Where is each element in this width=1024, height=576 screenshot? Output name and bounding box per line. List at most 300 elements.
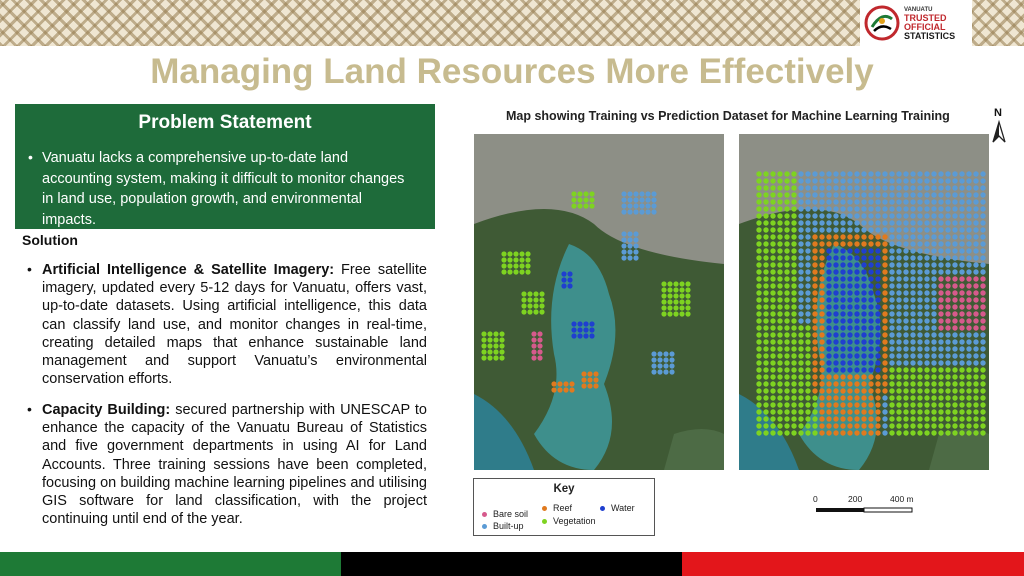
map-sample-dot	[669, 351, 674, 356]
map-sample-dot	[639, 203, 644, 208]
map-prediction-dot	[847, 311, 852, 316]
map-prediction-dot	[938, 241, 943, 246]
map-prediction-dot	[798, 346, 803, 351]
map-prediction-dot	[791, 290, 796, 295]
map-prediction-dot	[798, 360, 803, 365]
map-prediction-dot	[784, 297, 789, 302]
map-prediction-dot	[826, 199, 831, 204]
map-prediction-dot	[882, 262, 887, 267]
map-prediction-dot	[917, 430, 922, 435]
map-prediction-dot	[840, 360, 845, 365]
map-prediction-dot	[840, 283, 845, 288]
map-prediction-dot	[868, 353, 873, 358]
map-sample-dot	[533, 291, 538, 296]
map-prediction-dot	[763, 395, 768, 400]
map-prediction-dot	[973, 276, 978, 281]
map-prediction-dot	[861, 374, 866, 379]
map-sample-dot	[487, 355, 492, 360]
map-prediction-dot	[952, 430, 957, 435]
map-prediction-dot	[812, 374, 817, 379]
map-sample-dot	[657, 363, 662, 368]
map-prediction-dot	[938, 353, 943, 358]
map-prediction-dot	[868, 220, 873, 225]
map-sample-dot	[513, 251, 518, 256]
map-prediction-dot	[868, 276, 873, 281]
map-prediction-dot	[833, 199, 838, 204]
key-item-bare-soil	[482, 509, 528, 519]
map-prediction-dot	[868, 192, 873, 197]
map-prediction-dot	[973, 346, 978, 351]
map-prediction-dot	[980, 430, 985, 435]
map-prediction-dot	[973, 332, 978, 337]
map-prediction-dot	[896, 388, 901, 393]
map-prediction-dot	[756, 395, 761, 400]
map-sample-dot	[587, 383, 592, 388]
map-prediction-dot	[910, 241, 915, 246]
map-prediction-dot	[980, 248, 985, 253]
map-prediction-dot	[812, 381, 817, 386]
map-prediction-dot	[910, 276, 915, 281]
map-prediction-dot	[868, 409, 873, 414]
map-prediction-dot	[798, 339, 803, 344]
map-prediction-dot	[791, 409, 796, 414]
map-prediction-dot	[938, 360, 943, 365]
map-prediction-dot	[882, 171, 887, 176]
map-prediction-dot	[966, 339, 971, 344]
map-prediction-dot	[798, 206, 803, 211]
map-prediction-dot	[910, 304, 915, 309]
map-prediction-dot	[945, 353, 950, 358]
map-prediction-dot	[917, 374, 922, 379]
map-prediction-dot	[973, 255, 978, 260]
map-prediction-dot	[896, 199, 901, 204]
bottom-band-green	[0, 552, 341, 576]
map-prediction-dot	[882, 409, 887, 414]
map-prediction-dot	[973, 192, 978, 197]
map-prediction-dot	[812, 255, 817, 260]
map-prediction-dot	[854, 220, 859, 225]
map-prediction-dot	[763, 311, 768, 316]
map-prediction-dot	[903, 311, 908, 316]
map-prediction-dot	[903, 199, 908, 204]
map-prediction-dot	[791, 220, 796, 225]
map-prediction-dot	[980, 346, 985, 351]
map-prediction-dot	[966, 318, 971, 323]
map-prediction-dot	[812, 332, 817, 337]
map-prediction-dot	[882, 395, 887, 400]
map-prediction-dot	[805, 353, 810, 358]
map-prediction-dot	[763, 381, 768, 386]
map-prediction-dot	[819, 220, 824, 225]
map-prediction-dot	[882, 220, 887, 225]
map-prediction-dot	[945, 192, 950, 197]
map-prediction-dot	[763, 423, 768, 428]
map-prediction-dot	[805, 255, 810, 260]
map-prediction-dot	[931, 346, 936, 351]
map-prediction-dot	[854, 241, 859, 246]
map-prediction-dot	[924, 430, 929, 435]
map-prediction-dot	[847, 430, 852, 435]
map-prediction-dot	[931, 381, 936, 386]
map-sample-dot	[581, 371, 586, 376]
map-prediction-dot	[910, 178, 915, 183]
map-prediction-dot	[861, 430, 866, 435]
map-sample-dot	[521, 297, 526, 302]
map-prediction-dot	[777, 262, 782, 267]
map-prediction-dot	[777, 346, 782, 351]
map-prediction-dot	[896, 409, 901, 414]
map-prediction-dot	[756, 430, 761, 435]
map-prediction-dot	[889, 192, 894, 197]
map-prediction-dot	[861, 213, 866, 218]
map-sample-dot	[679, 311, 684, 316]
map-prediction-dot	[966, 304, 971, 309]
map-sample-dot	[657, 351, 662, 356]
map-prediction-dot	[840, 395, 845, 400]
map-prediction-dot	[973, 388, 978, 393]
map-prediction-dot	[861, 402, 866, 407]
map-prediction-dot	[805, 409, 810, 414]
map-prediction-dot	[791, 241, 796, 246]
map-prediction-dot	[952, 367, 957, 372]
map-prediction-dot	[938, 290, 943, 295]
map-prediction-dot	[889, 241, 894, 246]
map-prediction-dot	[777, 409, 782, 414]
map-prediction-dot	[819, 423, 824, 428]
map-prediction-dot	[763, 234, 768, 239]
map-prediction-dot	[959, 346, 964, 351]
map-prediction-dot	[959, 269, 964, 274]
map-sample-dot	[633, 249, 638, 254]
map-prediction-dot	[889, 213, 894, 218]
map-prediction-dot	[889, 367, 894, 372]
map-prediction-dot	[917, 311, 922, 316]
map-prediction-dot	[784, 325, 789, 330]
map-sample-dot	[531, 349, 536, 354]
map-prediction-dot	[826, 234, 831, 239]
map-sample-dot	[679, 305, 684, 310]
map-prediction-dot	[931, 234, 936, 239]
map-prediction-dot	[938, 311, 943, 316]
map-sample-dot	[527, 303, 532, 308]
map-prediction-dot	[791, 199, 796, 204]
map-prediction-dot	[917, 290, 922, 295]
map-sample-dot	[639, 197, 644, 202]
map-sample-dot	[487, 343, 492, 348]
key-item-label: Reef	[553, 503, 573, 513]
map-prediction-dot	[938, 381, 943, 386]
map-prediction-dot	[917, 416, 922, 421]
map-sample-dot	[487, 331, 492, 336]
map-prediction-dot	[798, 416, 803, 421]
map-prediction-dot	[798, 269, 803, 274]
map-prediction-dot	[931, 311, 936, 316]
map-prediction-dot	[770, 178, 775, 183]
map-sample-dot	[621, 191, 626, 196]
map-prediction-dot	[882, 374, 887, 379]
map-prediction-dot	[931, 269, 936, 274]
map-prediction-dot	[826, 360, 831, 365]
map-prediction-dot	[784, 185, 789, 190]
map-prediction-dot	[770, 311, 775, 316]
map-prediction-dot	[966, 311, 971, 316]
map-prediction-dot	[917, 402, 922, 407]
map-prediction-dot	[784, 199, 789, 204]
map-prediction-dot	[973, 269, 978, 274]
map-prediction-dot	[875, 304, 880, 309]
map-prediction-dot	[882, 332, 887, 337]
key-title: Key	[553, 483, 575, 495]
map-prediction-dot	[924, 290, 929, 295]
map-prediction-dot	[840, 227, 845, 232]
map-prediction-dot	[798, 332, 803, 337]
map-prediction-dot	[812, 234, 817, 239]
map-prediction-dot	[882, 283, 887, 288]
map-prediction-dot	[924, 325, 929, 330]
map-prediction-dot	[882, 311, 887, 316]
map-prediction-dot	[966, 241, 971, 246]
map-sample-dot	[673, 299, 678, 304]
map-prediction-dot	[980, 269, 985, 274]
map-prediction-dot	[798, 388, 803, 393]
map-prediction-dot	[959, 395, 964, 400]
map-prediction-dot	[805, 381, 810, 386]
map-sample-dot	[577, 203, 582, 208]
map-prediction-dot	[840, 234, 845, 239]
map-prediction-dot	[980, 416, 985, 421]
map-prediction-dot	[924, 255, 929, 260]
map-prediction-dot	[833, 346, 838, 351]
map-prediction-dot	[805, 248, 810, 253]
map-sample-dot	[481, 343, 486, 348]
map-prediction-dot	[833, 206, 838, 211]
map-prediction-dot	[945, 346, 950, 351]
map-prediction-dot	[798, 185, 803, 190]
map-prediction-dot	[966, 255, 971, 260]
map-prediction-dot	[819, 409, 824, 414]
map-prediction-dot	[945, 297, 950, 302]
map-sample-dot	[621, 243, 626, 248]
map-prediction-dot	[756, 185, 761, 190]
key-item-label: Water	[611, 503, 635, 513]
map-prediction-dot	[868, 206, 873, 211]
map-prediction-dot	[917, 346, 922, 351]
map-prediction-dot	[896, 206, 901, 211]
map-prediction-dot	[854, 402, 859, 407]
map-prediction-dot	[910, 262, 915, 267]
map-prediction-dot	[770, 374, 775, 379]
map-sample-dot	[501, 257, 506, 262]
map-prediction-dot	[980, 304, 985, 309]
map-prediction-dot	[784, 234, 789, 239]
map-prediction-dot	[966, 185, 971, 190]
map-prediction-dot	[952, 388, 957, 393]
map-prediction-dot	[812, 213, 817, 218]
map-prediction-dot	[784, 430, 789, 435]
map-prediction-dot	[840, 318, 845, 323]
map-prediction-dot	[938, 430, 943, 435]
map-prediction-dot	[896, 220, 901, 225]
map-sample-dot	[481, 355, 486, 360]
map-prediction-dot	[966, 360, 971, 365]
map-prediction-dot	[826, 409, 831, 414]
map-prediction-dot	[861, 255, 866, 260]
map-prediction-dot	[819, 213, 824, 218]
map-prediction-dot	[763, 213, 768, 218]
map-prediction-dot	[784, 346, 789, 351]
map-prediction-dot	[924, 276, 929, 281]
map-prediction-dot	[763, 297, 768, 302]
key-item-label: Built-up	[493, 521, 524, 531]
map-prediction-dot	[882, 185, 887, 190]
map-prediction-dot	[945, 395, 950, 400]
map-prediction-dot	[777, 185, 782, 190]
map-prediction-dot	[931, 206, 936, 211]
map-prediction-dot	[770, 346, 775, 351]
map-prediction-dot	[889, 402, 894, 407]
map-sample-dot	[525, 263, 530, 268]
map-prediction-dot	[910, 332, 915, 337]
map-prediction-dot	[812, 171, 817, 176]
map-prediction-dot	[756, 213, 761, 218]
map-prediction-dot	[791, 255, 796, 260]
map-sample-dot	[667, 293, 672, 298]
map-prediction-dot	[973, 178, 978, 183]
map-prediction-dot	[805, 430, 810, 435]
map-prediction-dot	[840, 269, 845, 274]
map-prediction-dot	[952, 297, 957, 302]
map-prediction-dot	[791, 297, 796, 302]
map-prediction-dot	[875, 213, 880, 218]
map-prediction-dot	[980, 227, 985, 232]
map-prediction-dot	[819, 311, 824, 316]
map-prediction-dot	[952, 381, 957, 386]
map-prediction-dot	[805, 171, 810, 176]
map-prediction-dot	[847, 339, 852, 344]
map-prediction-dot	[798, 374, 803, 379]
map-prediction-dot	[847, 283, 852, 288]
map-prediction-dot	[840, 402, 845, 407]
map-prediction-dot	[854, 374, 859, 379]
map-prediction-dot	[784, 241, 789, 246]
map-prediction-dot	[833, 290, 838, 295]
map-prediction-dot	[854, 248, 859, 253]
map-prediction-dot	[868, 269, 873, 274]
map-prediction-dot	[924, 178, 929, 183]
map-prediction-dot	[833, 304, 838, 309]
map-prediction-dot	[875, 395, 880, 400]
map-prediction-dot	[980, 262, 985, 267]
map-prediction-dot	[784, 269, 789, 274]
map-prediction-dot	[931, 248, 936, 253]
map-prediction-dot	[917, 423, 922, 428]
map-prediction-dot	[770, 409, 775, 414]
map-prediction-dot	[798, 178, 803, 183]
map-sample-dot	[513, 269, 518, 274]
map-prediction-dot	[861, 395, 866, 400]
map-prediction-dot	[826, 255, 831, 260]
map-prediction-dot	[861, 262, 866, 267]
map-prediction-dot	[770, 339, 775, 344]
map-prediction-dot	[763, 241, 768, 246]
map-prediction-dot	[770, 395, 775, 400]
map-prediction-dot	[973, 367, 978, 372]
map-prediction-dot	[910, 409, 915, 414]
map-prediction-dot	[840, 206, 845, 211]
map-prediction-dot	[833, 241, 838, 246]
map-prediction-dot	[917, 178, 922, 183]
map-prediction-dot	[868, 346, 873, 351]
map-prediction-dot	[917, 353, 922, 358]
map-prediction-dot	[847, 374, 852, 379]
map-prediction-dot	[924, 297, 929, 302]
map-prediction-dot	[945, 185, 950, 190]
map-prediction-dot	[917, 283, 922, 288]
map-prediction-dot	[847, 367, 852, 372]
map-prediction-dot	[980, 381, 985, 386]
map-prediction-dot	[875, 416, 880, 421]
map-prediction-dot	[826, 171, 831, 176]
map-sample-dot	[539, 303, 544, 308]
map-prediction-dot	[938, 325, 943, 330]
map-prediction-dot	[854, 185, 859, 190]
map-prediction-dot	[917, 297, 922, 302]
map-sample-dot	[667, 287, 672, 292]
map-prediction-dot	[777, 255, 782, 260]
map-prediction-dot	[826, 192, 831, 197]
map-prediction-dot	[791, 395, 796, 400]
map-prediction-dot	[959, 416, 964, 421]
map-prediction-dot	[854, 381, 859, 386]
map-prediction-dot	[924, 423, 929, 428]
map-prediction-dot	[861, 178, 866, 183]
map-sample-dot	[627, 255, 632, 260]
map-prediction-dot	[756, 325, 761, 330]
map-prediction-dot	[931, 430, 936, 435]
map-prediction-dot	[952, 220, 957, 225]
map-prediction-dot	[854, 269, 859, 274]
map-prediction-dot	[952, 374, 957, 379]
map-prediction-dot	[868, 395, 873, 400]
map-prediction-dot	[896, 360, 901, 365]
map-prediction-dot	[924, 402, 929, 407]
map-prediction-dot	[896, 241, 901, 246]
map-prediction-dot	[777, 339, 782, 344]
map-prediction-dot	[847, 388, 852, 393]
map-prediction-dot	[770, 367, 775, 372]
map-prediction-dot	[896, 318, 901, 323]
map-prediction-dot	[952, 304, 957, 309]
map-prediction-dot	[875, 360, 880, 365]
map-prediction-dot	[903, 255, 908, 260]
map-prediction-dot	[966, 332, 971, 337]
map-prediction-dot	[812, 262, 817, 267]
map-prediction-dot	[945, 262, 950, 267]
map-prediction-dot	[938, 297, 943, 302]
map-prediction-dot	[791, 192, 796, 197]
map-prediction-dot	[952, 360, 957, 365]
map-prediction-dot	[854, 297, 859, 302]
logo-line2: OFFICIAL	[904, 21, 946, 32]
map-prediction-dot	[903, 213, 908, 218]
map-sample-dot	[627, 209, 632, 214]
map-prediction-dot	[784, 290, 789, 295]
map-prediction-dot	[791, 325, 796, 330]
map-prediction-dot	[805, 276, 810, 281]
map-prediction-dot	[770, 206, 775, 211]
map-prediction-dot	[763, 206, 768, 211]
map-prediction-dot	[791, 430, 796, 435]
